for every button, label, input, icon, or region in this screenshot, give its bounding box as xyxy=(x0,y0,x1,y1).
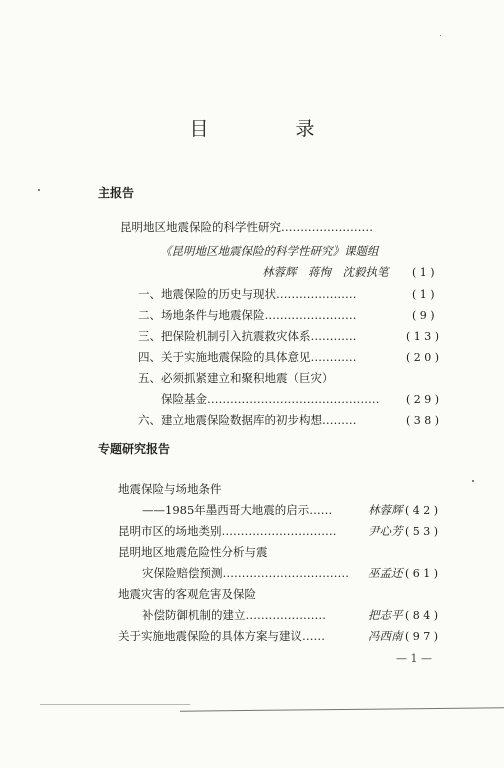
toc-entry xyxy=(118,589,256,601)
toc-entry xyxy=(142,568,349,580)
toc-entry-title: 昆明地区地震保险的科学性研究 xyxy=(120,220,281,234)
toc-chapter-text: 六、建立地震保险数据库的初步构想 xyxy=(138,413,322,427)
toc-page-number: ( 1 ) xyxy=(412,266,435,279)
toc-author: 把志平 xyxy=(368,608,403,622)
toc-chapter-2 xyxy=(138,310,357,322)
toc-chapter-text: 二、场地条件与地震保险 xyxy=(138,308,265,322)
research-group-line: 《昆明地区地震保险的科学性研究》课题组 xyxy=(160,244,379,258)
toc-chapter-text: 四、关于实施地震保险的具体意见 xyxy=(138,350,311,364)
authors-line: 林蓉辉 蒋恂 沈毅执笔 xyxy=(262,265,389,279)
toc-chapter-4 xyxy=(138,352,357,364)
toc-entry-title: 补偿防御机制的建立 xyxy=(142,608,246,622)
toc-page-number: ( 9 7 ) xyxy=(405,630,439,643)
dot-leader: ………………………… xyxy=(221,524,337,538)
toc-entry-title: 地震保险与场地条件 xyxy=(118,482,222,496)
section-heading-main: 主报告 xyxy=(98,186,135,200)
dot-leader: ………………… xyxy=(245,608,326,622)
toc-chapter-text: 保险基金 xyxy=(161,392,207,406)
toc-page-number: ( 4 2 ) xyxy=(405,504,439,517)
scan-speck xyxy=(472,480,474,482)
page-folio: — 1 — xyxy=(396,652,432,665)
toc-entry-title: 灾保险赔偿预测 xyxy=(142,566,223,580)
toc-entry-main-report xyxy=(120,222,373,234)
scan-speck xyxy=(38,189,40,191)
toc-author: 尹心芳 xyxy=(368,524,403,538)
toc-entry xyxy=(118,526,337,538)
toc-entry xyxy=(142,505,332,517)
toc-chapter-6 xyxy=(138,415,357,427)
dot-leader: …… xyxy=(309,503,333,517)
toc-chapter-3 xyxy=(138,331,357,343)
toc-chapter-text: 五、必须抓紧建立和聚积地震（巨灾） xyxy=(138,371,334,385)
toc-page-number: ( 2 9 ) xyxy=(406,393,440,406)
toc-page-number: ( 3 8 ) xyxy=(406,414,440,427)
toc-author: 冯西南 xyxy=(368,629,403,643)
toc-page-number: ( 9 ) xyxy=(412,309,435,322)
toc-page-number: ( 5 3 ) xyxy=(405,525,439,538)
scan-edge-line xyxy=(180,707,504,711)
section-heading-special: 专题研究报告 xyxy=(98,442,171,456)
dot-leader: ………………… xyxy=(276,287,357,301)
toc-chapter-1 xyxy=(138,289,357,301)
toc-entry-title: 昆明地区地震危险性分析与震 xyxy=(118,545,268,559)
dot-leader: ……………………………………… xyxy=(207,392,380,406)
toc-chapter-text: 一、地震保险的历史与现状 xyxy=(138,287,276,301)
toc-author: 巫孟还 xyxy=(368,566,403,580)
dot-leader: …………………………… xyxy=(222,566,349,580)
toc-entry-title: 地震灾害的客观危害及保险 xyxy=(118,587,256,601)
toc-page-number: ( 8 4 ) xyxy=(405,609,439,622)
toc-chapter-5-cont xyxy=(161,394,380,406)
toc-entry-title: ——1985年墨西哥大地震的启示 xyxy=(142,503,310,517)
toc-page-number: ( 6 1 ) xyxy=(405,567,439,580)
toc-page-number: ( 1 ) xyxy=(412,288,435,301)
toc-page-number: ( 1 3 ) xyxy=(406,330,440,343)
dot-leader: ………… xyxy=(310,350,357,364)
scan-speck xyxy=(440,35,441,36)
dot-leader: ………… xyxy=(310,329,357,343)
toc-entry xyxy=(118,631,325,643)
toc-chapter-5 xyxy=(138,373,334,385)
toc-chapter-text: 三、把保险机制引入抗震救灾体系 xyxy=(138,329,311,343)
dot-leader: …………………… xyxy=(264,308,357,322)
dot-leader: ……… xyxy=(322,413,357,427)
toc-entry-title: 昆明市区的场地类别 xyxy=(118,524,222,538)
dot-leader: …………………… xyxy=(281,220,373,234)
page-title: 目 录 xyxy=(189,118,349,140)
scan-edge-line xyxy=(40,704,190,705)
toc-entry xyxy=(118,547,268,559)
toc-entry xyxy=(142,610,326,622)
toc-entry xyxy=(118,484,222,496)
toc-author: 林蓉辉 xyxy=(368,503,403,517)
toc-page-number: ( 2 0 ) xyxy=(406,351,440,364)
dot-leader: …… xyxy=(302,629,325,643)
toc-entry-title: 关于实施地震保险的具体方案与建议 xyxy=(118,629,302,643)
